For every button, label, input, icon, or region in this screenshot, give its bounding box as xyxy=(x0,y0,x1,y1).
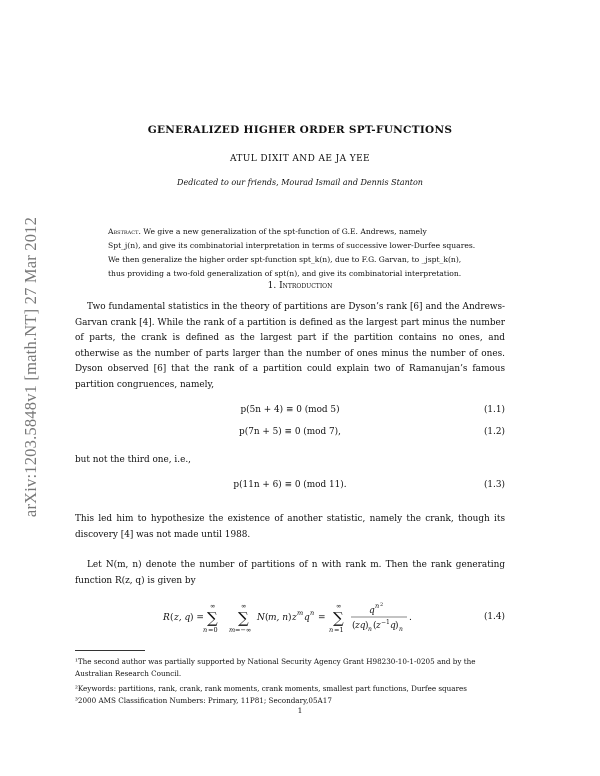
svg-text:∑: ∑ xyxy=(207,609,218,627)
svg-text:.: . xyxy=(409,613,412,623)
svg-text:zq: zq xyxy=(355,621,366,631)
svg-text:=−∞: =−∞ xyxy=(235,626,252,634)
equation-1-2 xyxy=(75,427,505,443)
equation-1-3-number: (1.3) xyxy=(483,480,505,490)
equation-1-3-text: p(11n + 6) ≡ 0 (mod 11). xyxy=(233,480,347,490)
svg-text:m: m xyxy=(229,626,236,634)
paragraph-4: Let N(m, n) denote the number of partitions of n with rank m. Then the rank generating function R(z, q) is given by xyxy=(75,560,505,586)
svg-text:R: R xyxy=(163,613,170,623)
svg-text:q: q xyxy=(369,606,375,616)
abstract-label: Abstract. xyxy=(108,227,141,236)
svg-text:(: ( xyxy=(170,613,174,623)
equation-1-1-text: p(5n + 4) ≡ 0 (mod 5) xyxy=(240,405,340,415)
abstract-line-3: We then generalize the higher order spt-function spt_k(n), due to F.G. Garvan, to _jspt_k(n), xyxy=(108,255,462,264)
svg-text:∑: ∑ xyxy=(238,609,249,627)
footnote-1: ¹The second author was partially supported by National Security Agency Grant H98230-10-1-0205 and by the Australian Research Council. xyxy=(75,657,476,678)
svg-text:∞: ∞ xyxy=(210,602,216,610)
abstract xyxy=(108,225,498,281)
paragraph-1: Two fundamental statistics in the theory of partitions are Dyson’s rank [6] and the Andrews-Garvan crank [4]. While the rank of a partition is defined as the largest part minus the number of parts, the crank is defined as the largest part if the partition contains no ones, and otherwise as the number of parts larger than the number of ones minus the number of ones. Dyson observed [6] that the rank of a partition could explain two of Ramanujan’s famous partition congruences, namely, xyxy=(75,302,505,390)
svg-text:=: = xyxy=(318,613,326,623)
svg-text:=0: =0 xyxy=(208,626,218,634)
svg-text:n: n xyxy=(375,602,380,610)
svg-text:2: 2 xyxy=(380,602,384,608)
footnote-3: ³2000 AMS Classification Numbers: Primary, 11P81; Secondary,05A17 xyxy=(75,696,332,705)
svg-text:n: n xyxy=(368,626,372,633)
svg-text:q: q xyxy=(390,621,396,631)
svg-text:∞: ∞ xyxy=(336,602,342,610)
paragraph-2: but not the third one, i.e., xyxy=(75,455,191,465)
paper-title: GENERALIZED HIGHER ORDER SPT-FUNCTIONS xyxy=(147,124,453,136)
page-number: 1 xyxy=(297,706,303,715)
svg-text:=1: =1 xyxy=(334,626,344,634)
svg-text:z: z xyxy=(376,621,381,631)
svg-text:): ) xyxy=(365,621,369,631)
svg-text:): ) xyxy=(395,621,399,631)
authors: ATUL DIXIT AND AE JA YEE xyxy=(229,154,371,164)
svg-text:m, n: m, n xyxy=(268,613,289,623)
svg-text:−1: −1 xyxy=(381,619,390,626)
dedication: Dedicated to our friends, Mourad Ismail and Dennis Stanton xyxy=(177,178,423,187)
svg-text:n: n xyxy=(203,626,208,634)
section-number: 1. xyxy=(267,281,277,291)
svg-text:n: n xyxy=(399,626,403,633)
abstract-line-4: thus providing a two-fold generalization of spt(n), and give its combinatorial interpretation. xyxy=(108,269,462,278)
arxiv-stamp: arXiv:1203.5848v1 [math.NT] 27 Mar 2012 xyxy=(21,216,40,518)
section-title: Introduction xyxy=(279,281,333,291)
equation-1-1 xyxy=(75,405,505,421)
svg-text:N: N xyxy=(257,613,265,623)
svg-text:∑: ∑ xyxy=(333,609,344,627)
svg-text:(: ( xyxy=(373,621,377,631)
equation-1-2-text: p(7n + 5) ≡ 0 (mod 7), xyxy=(239,427,341,437)
svg-text:m: m xyxy=(297,609,304,617)
equation-1-4-number: (1.4) xyxy=(483,612,505,622)
abstract-line-2: Spt_j(n), and give its combinatorial interpretation in terms of successive lower-Durfee squares. xyxy=(108,241,476,250)
abstract-line-1: We give a new generalization of the spt-function of G.E. Andrews, namely xyxy=(143,227,427,236)
equation-1-4 xyxy=(75,598,505,638)
equation-1-3 xyxy=(75,480,505,496)
section-heading xyxy=(0,281,600,291)
svg-text:z: z xyxy=(292,613,297,623)
svg-text:z, q: z, q xyxy=(174,613,191,623)
equation-1-1-number: (1.1) xyxy=(483,405,505,415)
footnote-2: ²Keywords: partitions, rank, crank, rank moments, crank moments, smallest part functions, Durfee squares xyxy=(75,684,467,693)
paragraph-3: This led him to hypothesize the existence of another statistic, namely the crank, though its discovery [4] was not made until 1988. xyxy=(75,514,505,540)
svg-text:) =: ) = xyxy=(190,613,204,623)
footnote-rule xyxy=(75,650,145,651)
svg-text:∞: ∞ xyxy=(241,602,247,610)
svg-text:(: ( xyxy=(352,621,356,631)
equation-1-2-number: (1.2) xyxy=(483,427,505,437)
svg-text:): ) xyxy=(288,613,292,623)
svg-text:n: n xyxy=(310,609,315,617)
svg-text:q: q xyxy=(304,613,310,623)
svg-text:(: ( xyxy=(265,613,269,623)
svg-text:n: n xyxy=(329,626,334,634)
